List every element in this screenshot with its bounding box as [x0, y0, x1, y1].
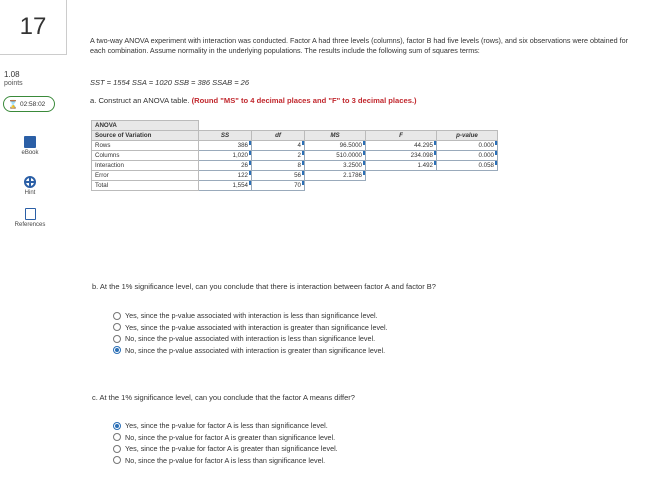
row-label: Rows	[92, 141, 199, 151]
radio-option[interactable]	[113, 420, 338, 432]
p-value-input[interactable]: 0.058	[437, 161, 498, 171]
part-b-question: b. At the 1% significance level, can you conclude that there is interaction between factor A and factor B?	[92, 282, 436, 291]
ms-input[interactable]: 3.2500	[305, 161, 366, 171]
radio-option[interactable]	[113, 333, 388, 345]
option-label: No, since the p-value associated with interaction is less than significance level.	[125, 334, 376, 344]
radio-option[interactable]	[113, 310, 388, 322]
empty-cell	[437, 171, 498, 181]
book-icon	[24, 136, 36, 148]
references-label: References	[14, 222, 46, 228]
header-p-value: p-value	[437, 131, 498, 141]
header-f: F	[366, 131, 437, 141]
timer-value: 02:58:02	[20, 100, 46, 108]
ebook-label: eBook	[21, 150, 39, 156]
table-row	[92, 151, 498, 161]
radio-option[interactable]	[113, 432, 338, 444]
header-df: df	[252, 131, 305, 141]
header-ms: MS	[305, 131, 366, 141]
ebook-button[interactable]	[8, 136, 52, 156]
part-a-text: a. Construct an ANOVA table.	[90, 96, 190, 105]
ms-input[interactable]: 2.1786	[305, 171, 366, 181]
ss-input[interactable]: 26	[199, 161, 252, 171]
part-a-instruction: (Round "MS" to 4 decimal places and "F" to 3 decimal places.)	[191, 96, 417, 105]
df-input[interactable]: 2	[252, 151, 305, 161]
radio-button-selected[interactable]	[113, 346, 121, 354]
table-row	[92, 181, 498, 191]
option-label: Yes, since the p-value for factor A is greater than significance level.	[125, 444, 338, 454]
references-button[interactable]	[8, 208, 52, 228]
points-label: points	[4, 80, 23, 87]
f-input[interactable]: 1.492	[366, 161, 437, 171]
radio-button[interactable]	[113, 456, 121, 464]
f-input[interactable]: 44.295	[366, 141, 437, 151]
empty-cell	[305, 181, 366, 191]
ss-input[interactable]: 1,020	[199, 151, 252, 161]
empty-cell	[366, 181, 437, 191]
part-a	[90, 96, 417, 105]
question-intro: A two-way ANOVA experiment with interaction was conducted. Factor A had three levels (columns), factor B had five levels (rows), and six observations were obtained for each combination. Assume normality in the underlying populations. The results include the following sum of squares terms:	[90, 36, 628, 55]
header-ss: SS	[199, 131, 252, 141]
ss-input[interactable]: 1,554	[199, 181, 252, 191]
points-value: 1.08	[4, 70, 20, 79]
part-c-options	[113, 420, 338, 466]
radio-option[interactable]	[113, 345, 388, 357]
radio-option[interactable]	[113, 443, 338, 455]
radio-button[interactable]	[113, 433, 121, 441]
p-value-input[interactable]: 0.000	[437, 151, 498, 161]
ms-input[interactable]: 510.0000	[305, 151, 366, 161]
option-label: No, since the p-value for factor A is less than significance level.	[125, 455, 326, 465]
ss-input[interactable]: 122	[199, 171, 252, 181]
option-label: No, since the p-value for factor A is greater than significance level.	[125, 432, 336, 442]
radio-option[interactable]	[113, 455, 338, 467]
table-row	[92, 161, 498, 171]
row-label: Interaction	[92, 161, 199, 171]
option-label: No, since the p-value associated with interaction is greater than significance level.	[125, 345, 386, 355]
radio-button[interactable]	[113, 312, 121, 320]
header-source: Source of Variation	[92, 131, 199, 141]
part-c-question: c. At the 1% significance level, can you conclude that the factor A means differ?	[92, 393, 355, 402]
radio-button[interactable]	[113, 335, 121, 343]
row-label: Columns	[92, 151, 199, 161]
ms-input[interactable]: 96.5000	[305, 141, 366, 151]
table-row	[92, 171, 498, 181]
part-b-options	[113, 310, 388, 356]
anova-title: ANOVA	[92, 121, 199, 131]
option-label: Yes, since the p-value associated with interaction is less than significance level.	[125, 311, 378, 321]
hourglass-icon: ⌛	[8, 99, 18, 109]
hint-label: Hint	[24, 190, 36, 196]
question-number: 17	[0, 0, 67, 55]
option-label: Yes, since the p-value for factor A is less than significance level.	[125, 421, 328, 431]
hint-icon	[24, 176, 36, 188]
row-label: Error	[92, 171, 199, 181]
empty-cell	[437, 181, 498, 191]
df-input[interactable]: 8	[252, 161, 305, 171]
df-input[interactable]: 70	[252, 181, 305, 191]
f-input[interactable]: 234.098	[366, 151, 437, 161]
table-row	[92, 141, 498, 151]
radio-option[interactable]	[113, 322, 388, 334]
hint-button[interactable]	[8, 176, 52, 196]
df-input[interactable]: 4	[252, 141, 305, 151]
p-value-input[interactable]: 0.000	[437, 141, 498, 151]
df-input[interactable]: 56	[252, 171, 305, 181]
radio-button[interactable]	[113, 445, 121, 453]
points-block	[4, 70, 54, 88]
anova-table	[91, 120, 498, 191]
radio-button-selected[interactable]	[113, 422, 121, 430]
timer[interactable]	[3, 96, 55, 112]
ss-input[interactable]: 386	[199, 141, 252, 151]
sum-of-squares: SST = 1554 SSA = 1020 SSB = 386 SSAB = 26	[90, 78, 249, 87]
document-icon	[25, 208, 36, 220]
empty-cell	[366, 171, 437, 181]
radio-button[interactable]	[113, 323, 121, 331]
row-label: Total	[92, 181, 199, 191]
option-label: Yes, since the p-value associated with interaction is greater than significance level.	[125, 322, 388, 332]
